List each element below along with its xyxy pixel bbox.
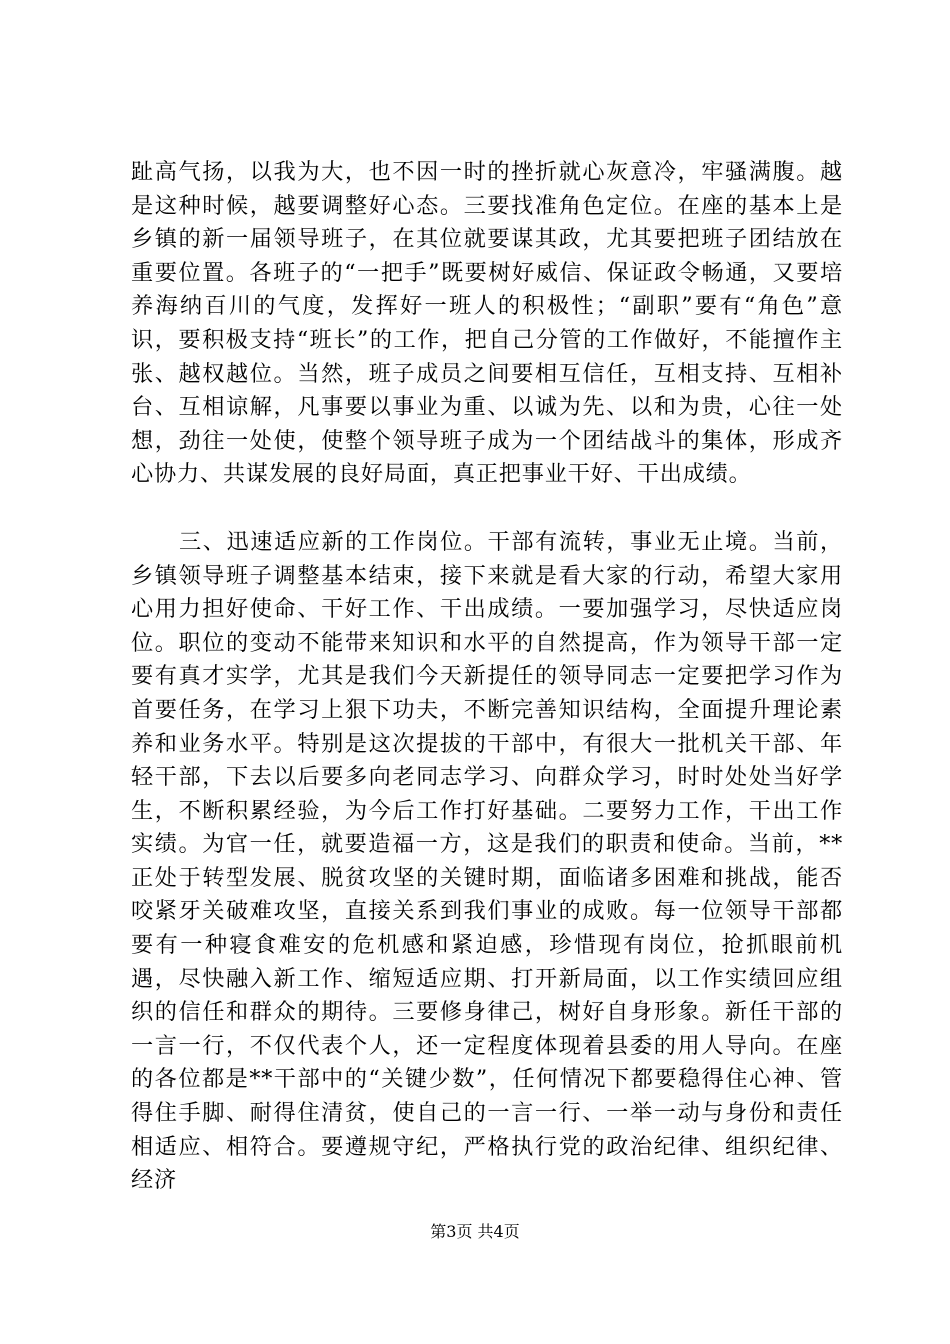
document-body — [131, 156, 843, 1198]
paragraph-gap — [131, 492, 843, 526]
paragraph-continuation: 趾高气扬，以我为大，也不因一时的挫折就心灰意冷，牢骚满腹。越是这种时候，越要调整好心态。三要找准角色定位。在座的基本上是乡镇的新一届领导班子，在其位就要谋其政，尤其要把班子团结放在重要位置。各班子的“一把手”既要树好威信、保证政令畅通，又要培养海纳百川的气度，发挥好一班人的积极性；“副职”要有“角色”意识，要积极支持“班长”的工作，把自己分管的工作做好，不能擅作主张、越权越位。当然，班子成员之间要相互信任，互相支持、互相补台、互相谅解，凡事要以事业为重、以诚为先、以和为贵，心往一处想，劲往一处使，使整个领导班子成为一个团结战斗的集体，形成齐心协力、共谋发展的良好局面，真正把事业干好、干出成绩。 — [131, 159, 843, 488]
page-number: 第3页 共4页 — [430, 1222, 520, 1241]
page-footer — [0, 1222, 950, 1242]
paragraph-section-three: 三、迅速适应新的工作岗位。干部有流转，事业无止境。当前，乡镇领导班子调整基本结束，接下来就是看大家的行动，希望大家用心用力担好使命、干好工作、干出成绩。一要加强学习，尽快适应岗位。职位的变动不能带来知识和水平的自然提高，作为领导干部一定要有真才实学，尤其是我们今天新提任的领导同志一定要把学习作为首要任务，在学习上狠下功夫，不断完善知识结构，全面提升理论素养和业务水平。特别是这次提拔的干部中，有很大一批机关干部、年轻干部，下去以后要多向老同志学习、向群众学习，时时处处当好学生，不断积累经验，为今后工作打好基础。二要努力工作，干出工作实绩。为官一任，就要造福一方，这是我们的职责和使命。当前，**正处于转型发展、脱贫攻坚的关键时期，面临诸多困难和挑战，能否咬紧牙关破难攻坚，直接关系到我们事业的成败。每一位领导干部都要有一种寝食难安的危机感和紧迫感，珍惜现有岗位，抢抓眼前机遇，尽快融入新工作、缩短适应期、打开新局面，以工作实绩回应组织的信任和群众的期待。三要修身律己，树好自身形象。新任干部的一言一行，不仅代表个人，还一定程度体现着县委的用人导向。在座的各位都是**干部中的“关键少数”，任何情况下都要稳得住心神、管得住手脚、耐得住清贫，使自己的一言一行、一举一动与身份和责任相适应、相符合。要遵规守纪，严格执行党的政治纪律、组织纪律、经济 — [131, 528, 843, 1194]
